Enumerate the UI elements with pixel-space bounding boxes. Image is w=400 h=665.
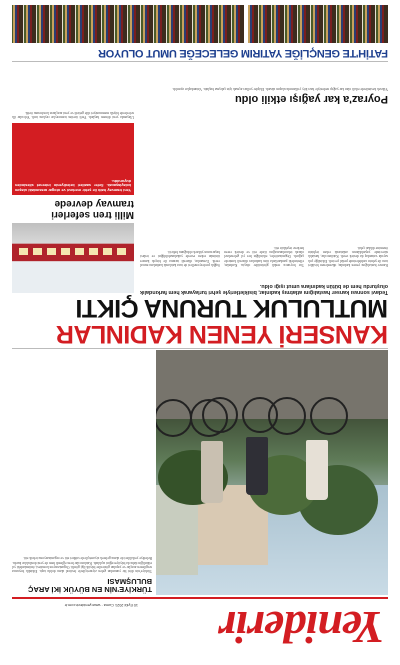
snow-story-headline: Poyraz'a kar yağışı etkili oldu bbox=[234, 93, 388, 105]
left-news-column bbox=[12, 348, 152, 593]
masthead-rule bbox=[12, 597, 388, 599]
snow-story-body: Yüksek kesimlerde etkili olan kar yağışı nedeniyle bazı köy yollarında ulaşım aksadı. Ekipler yolları açmak için çalışma başlattı. Vatandaşlar uyarıldı. bbox=[172, 87, 388, 91]
divider bbox=[12, 348, 388, 349]
dateline: 10 Eylül 2021 Cuma · www.yenidevir.com.tr bbox=[64, 603, 138, 607]
tram-headline: Milli tren seferleri tramvay devrede bbox=[51, 198, 134, 220]
main-deck: Tedavi sonrası kanser hastalığını atlatmış kadınlar, bisikletleriyle şehri turlayarak hem farkındalık oluşturdu hem de bütün kadınlara umut ışığı oldu. bbox=[140, 282, 388, 295]
main-body-col2: Tur boyunca renkli görüntüler oluştu. Kadınlar, ellerindeki pankartlarla tüm kadınları düzenli kontrole çağırdı. Organizatörler, etkinliğin her yıl geleneksel olarak tekrarlanacağını ifade etti ve destek veren herkese teşekkür etti. bbox=[224, 245, 304, 267]
main-body-col1: Kanser hastalığını yenen kadınlar, düzenlenen bisiklet turu ile şehrin caddelerinde pedal çevirdi. Etkinliğe çok sayıda vatandaş da destek verdi. Katılımcılar, hastalık sürecinde yaşadıklarını anlatarak erken teşhisin önemine dikkat çekti. bbox=[308, 245, 388, 267]
main-headline bbox=[12, 294, 388, 348]
masthead bbox=[12, 593, 388, 653]
library-photo-right bbox=[12, 5, 244, 43]
tram-highlight-text: Yeni tramvay hattı ile şehir merkezi ve otogar arasındaki ulaşım kolaylaşacak. Sefer saatleri belediyenin internet sitesinden duyuruldu. bbox=[15, 179, 131, 192]
left-news-headline: TÜRKİYE'NİN EN BÜYÜK İKİ ARAÇ BULUŞMASI bbox=[27, 576, 152, 594]
main-body-col3: Sağlık profesyonelleri de tura katılarak kadınlara moral verdi. Uzmanlar, düzenli tarama ile birçok kanser türünün erken evrede yakalanabildiğini ve tedavi başarısının yüksek olduğunu belirtti. bbox=[140, 250, 220, 267]
cyclists-photo bbox=[156, 350, 388, 595]
tram-highlight-box bbox=[12, 123, 134, 195]
tram-photo bbox=[12, 223, 134, 293]
main-headline-line2: MUTLULUK TURUNA ÇIKTI bbox=[75, 294, 388, 322]
main-headline-line1: KANSERİ YENEN KADINLAR bbox=[56, 320, 388, 348]
library-photo-left bbox=[248, 5, 388, 43]
bottom-headline-strip bbox=[12, 45, 388, 59]
bottom-headline: FATİH'TE GENÇLİĞE YATIRIM GELECEĞE UMUT OLUYOR bbox=[98, 47, 388, 59]
divider bbox=[12, 61, 388, 62]
left-news-body: Türkiye'nin dört bir yanından gelen ziyaretçilerle festival alanı doldu taştı. Etkinlik boyunca sergilenen araçlar ve yapılan gösteriler büyük ilgi gördü. Organizasyon komitesi, önümüzdeki yıl etkinliğin daha da büyüyeceğini açıkladı. Katılımcılar hem eğlendi hem de yeni dostluklar kurdu. Belediye yetkilileri de alana gelerek ziyaretçilerle sohbet etti ve organizasyonu tebrik etti. bbox=[12, 556, 152, 574]
tram-body: Ulaşımda yeni dönem başladı. Yerli üretim tramvaylar raylara indi. Yolcular ilk seferlerde büyük memnuniyet dile getirdi ve yeni araçların konforunu övdü. bbox=[12, 110, 134, 119]
newspaper-logo: Yeniderir bbox=[219, 602, 384, 653]
